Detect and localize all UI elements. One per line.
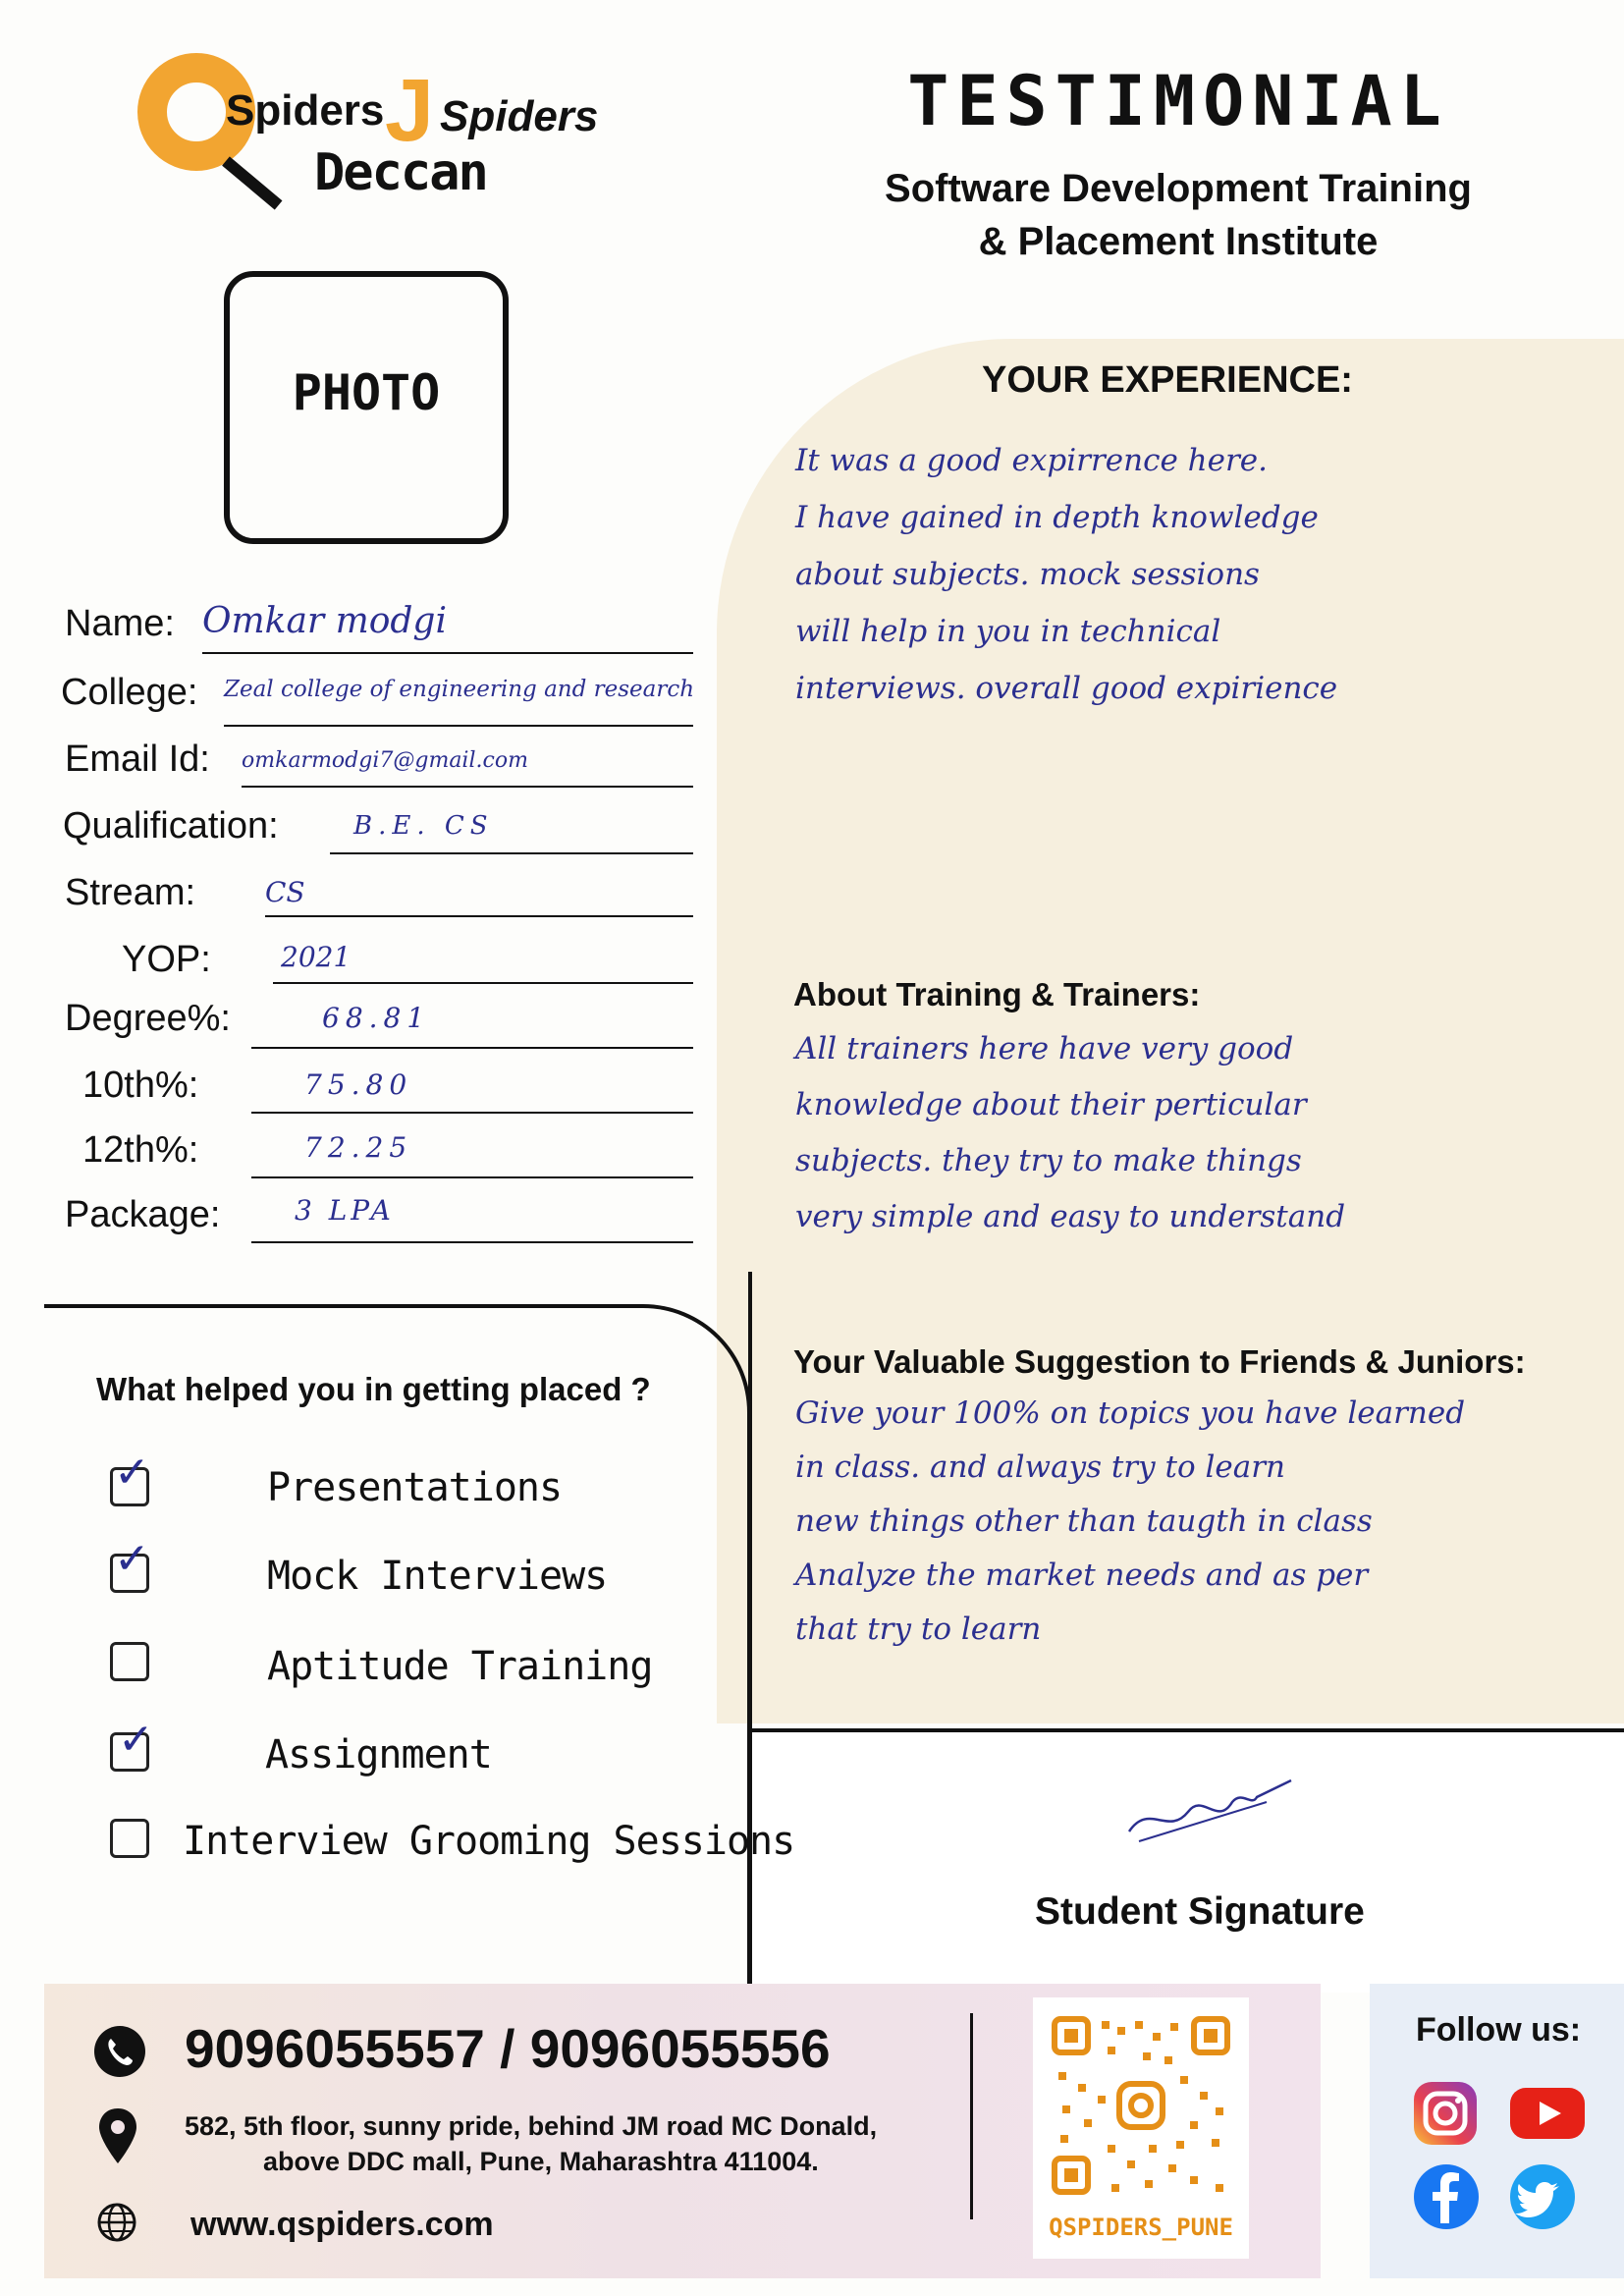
logo-jspiders-text: Spiders xyxy=(440,92,599,140)
yop-value: 2021 xyxy=(281,941,352,973)
package-label: Package: xyxy=(65,1194,221,1235)
checkmark-icon: ✓ xyxy=(118,1715,154,1765)
college-underline xyxy=(224,725,693,727)
option-aptitude-training: Aptitude Training xyxy=(267,1644,653,1689)
suggestion-line: Analyze the market needs and as per xyxy=(795,1558,1369,1593)
tenth-value: 75.80 xyxy=(304,1068,413,1101)
instagram-icon[interactable] xyxy=(1412,2080,1479,2147)
tenth-label: 10th%: xyxy=(82,1065,199,1106)
phone-icon xyxy=(94,2026,145,2077)
helped-heading: What helped you in getting placed ? xyxy=(96,1371,651,1407)
logo-q-tail xyxy=(222,156,282,209)
experience-heading: YOUR EXPERIENCE: xyxy=(982,359,1353,401)
about-line: subjects. they try to make things xyxy=(795,1143,1302,1178)
tenth-field xyxy=(59,1063,697,1121)
aptitude-training-checkbox[interactable] xyxy=(110,1642,149,1681)
degree-field xyxy=(59,996,697,1055)
suggestion-line: new things other than taugth in class xyxy=(795,1503,1373,1539)
package-value: 3 LPA xyxy=(295,1194,395,1227)
college-field xyxy=(59,670,697,729)
qualification-value: B.E. CS xyxy=(353,811,494,841)
tenth-underline xyxy=(251,1112,693,1114)
subtitle-line-2: & Placement Institute xyxy=(978,220,1379,263)
checkmark-icon: ✓ xyxy=(114,1534,150,1584)
experience-line: about subjects. mock sessions xyxy=(795,557,1260,592)
email-underline xyxy=(242,786,693,788)
name-field xyxy=(59,601,697,660)
subtitle-line-1: Software Development Training xyxy=(885,167,1472,210)
qualification-label: Qualification: xyxy=(63,805,279,847)
about-text xyxy=(795,1021,1581,1245)
degree-underline xyxy=(251,1047,693,1049)
suggestion-text xyxy=(795,1387,1581,1657)
experience-line: It was a good expirrence here. xyxy=(795,443,1268,478)
qr-code-pattern xyxy=(1033,1997,1249,2214)
twelfth-field xyxy=(59,1127,697,1186)
email-value: omkarmodgi7@gmail.com xyxy=(242,748,528,773)
package-field xyxy=(59,1192,697,1251)
experience-text xyxy=(795,432,1581,717)
stream-label: Stream: xyxy=(65,872,196,913)
location-pin-icon xyxy=(96,2106,139,2165)
experience-line: will help in you in technical xyxy=(795,614,1221,649)
interview-grooming-checkbox[interactable] xyxy=(110,1819,149,1858)
qspiders-jspiders-logo xyxy=(128,47,638,214)
name-label: Name: xyxy=(65,603,175,644)
stream-underline xyxy=(265,915,693,917)
option-interview-grooming: Interview Grooming Sessions xyxy=(183,1819,795,1864)
college-label: College: xyxy=(61,672,198,713)
qualification-field xyxy=(59,803,697,862)
website-link[interactable]: www.qspiders.com xyxy=(190,2206,494,2243)
twelfth-underline xyxy=(251,1176,693,1178)
suggestion-line: that try to learn xyxy=(795,1612,1042,1647)
footer-divider xyxy=(970,2013,973,2219)
option-presentations: Presentations xyxy=(267,1465,563,1510)
suggestion-line: Give your 100% on topics you have learned xyxy=(795,1395,1466,1431)
page-title: TESTIMONIAL xyxy=(907,61,1449,141)
twelfth-value: 72.25 xyxy=(304,1131,413,1164)
globe-icon xyxy=(96,2202,137,2243)
suggestion-heading: Your Valuable Suggestion to Friends & Juniors: xyxy=(793,1343,1526,1380)
yop-field xyxy=(59,937,697,996)
photo-placeholder xyxy=(224,271,509,544)
degree-label: Degree%: xyxy=(65,998,231,1039)
email-label: Email Id: xyxy=(65,738,210,780)
photo-label: PHOTO xyxy=(292,364,441,421)
about-line: knowledge about their perticular xyxy=(795,1087,1307,1122)
logo-deccan-text: Deccan xyxy=(314,143,487,202)
degree-value: 68.81 xyxy=(322,1002,431,1034)
logo-j-letter: J xyxy=(385,62,435,160)
name-value: Omkar modgi xyxy=(202,601,447,641)
package-underline xyxy=(251,1241,693,1243)
stream-field xyxy=(59,870,697,929)
name-underline xyxy=(202,652,693,654)
college-value: Zeal college of engineering and research xyxy=(224,677,695,702)
facebook-icon[interactable] xyxy=(1412,2162,1481,2231)
checkmark-icon: ✓ xyxy=(114,1448,150,1498)
youtube-icon[interactable] xyxy=(1508,2084,1587,2143)
option-assignment: Assignment xyxy=(265,1732,492,1777)
logo-qspiders-text: Spiders xyxy=(226,86,385,135)
yop-underline xyxy=(273,982,693,984)
experience-line: I have gained in depth knowledge xyxy=(795,500,1319,535)
student-signature xyxy=(1110,1763,1306,1851)
signature-label: Student Signature xyxy=(1035,1890,1365,1933)
about-line: All trainers here have very good xyxy=(795,1031,1294,1066)
stream-value: CS xyxy=(265,876,305,908)
about-heading: About Training & Trainers: xyxy=(793,976,1201,1012)
qualification-underline xyxy=(330,852,693,854)
suggestion-line: in class. and always try to learn xyxy=(795,1449,1285,1485)
qr-label: QSPIDERS_PUNE xyxy=(1049,2214,1233,2241)
about-line: very simple and easy to understand xyxy=(795,1199,1346,1234)
option-mock-interviews: Mock Interviews xyxy=(267,1554,608,1599)
email-field xyxy=(59,737,697,795)
address-line-2: above DDC mall, Pune, Maharashtra 411004. xyxy=(263,2147,819,2176)
phone-numbers[interactable]: 9096055557 / 9096055556 xyxy=(185,2018,831,2079)
follow-us-label: Follow us: xyxy=(1416,2011,1582,2049)
experience-line: interviews. overall good expirience xyxy=(795,671,1338,706)
yop-label: YOP: xyxy=(122,939,211,980)
address-line-1: 582, 5th floor, sunny pride, behind JM road MC Donald, xyxy=(185,2111,878,2141)
twelfth-label: 12th%: xyxy=(82,1129,199,1171)
twitter-icon[interactable] xyxy=(1508,2162,1577,2231)
